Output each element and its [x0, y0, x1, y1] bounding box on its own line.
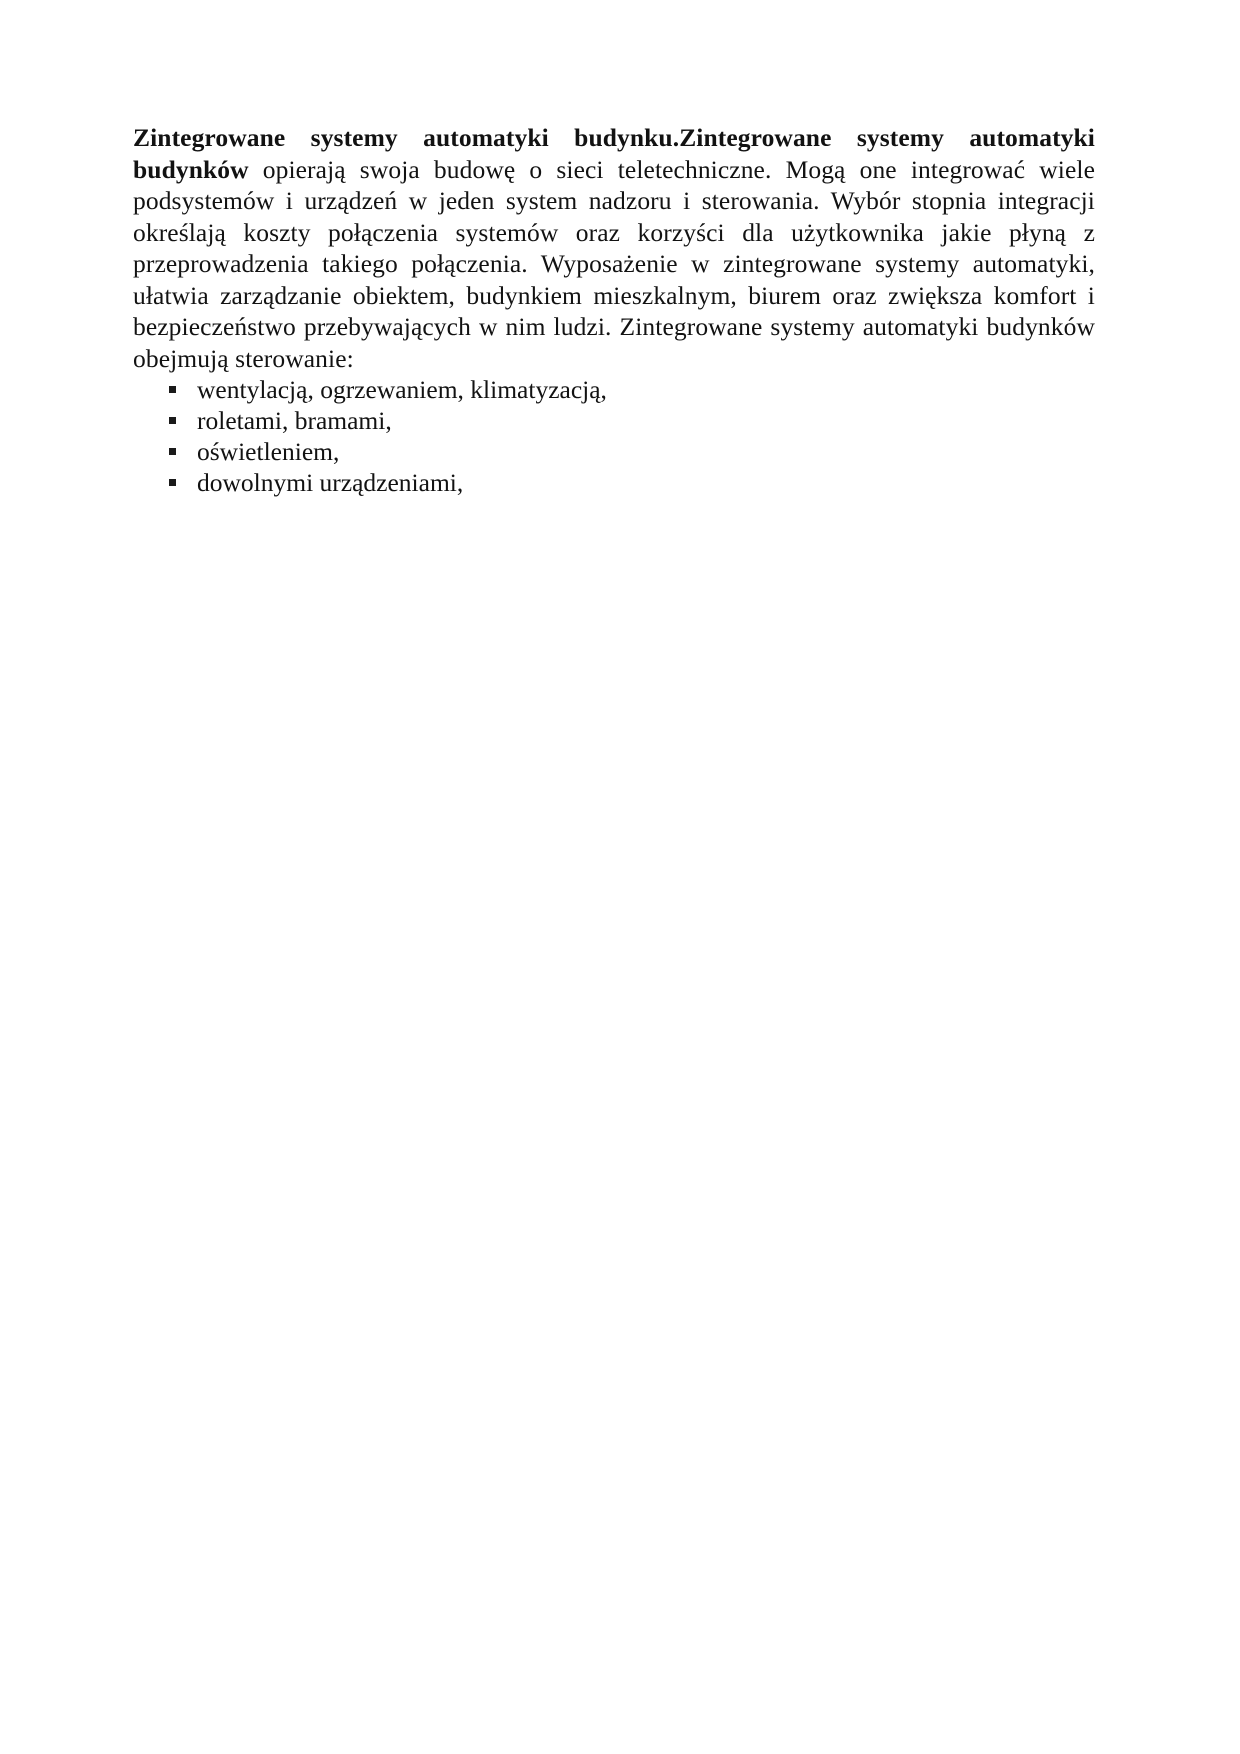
list-item [133, 405, 1095, 436]
square-bullet-icon [169, 417, 176, 424]
square-bullet-icon [169, 448, 176, 455]
list-item-label: oświetleniem, [197, 437, 340, 466]
paragraph-heading-bold-second: Zintegrowane systemy automatyki budynków [133, 123, 1095, 184]
square-bullet-icon [169, 479, 176, 486]
list-item [133, 467, 1095, 498]
document-text-block [133, 122, 1095, 498]
list-item-label: dowolnymi urządzeniami, [197, 468, 464, 497]
main-paragraph [133, 122, 1095, 374]
list-item [133, 374, 1095, 405]
paragraph-body-text: opierają swoja budowę o sieci teletechniczne. Mogą one integrować wiele podsystemów i urządzeń w jeden system nadzoru i sterowania. Wybór stopnia integracji określają koszty połączenia systemów oraz korzyści dla użytkownika jakie płyną z przeprowadzenia takiego połączenia. Wyposażenie w zintegrowane systemy automatyki, ułatwia zarządzanie obiektem, budynkiem mieszkalnym, biurem oraz zwiększa komfort i bezpieczeństwo przebywających w nim ludzi. Zintegrowane systemy automatyki budynków obejmują sterowanie: [133, 154, 1095, 373]
list-item-label: roletami, bramami, [197, 406, 392, 435]
square-bullet-icon [169, 386, 176, 393]
control-scope-list [133, 374, 1095, 498]
paragraph-heading-bold-first: Zintegrowane systemy automatyki budynku. [133, 123, 680, 152]
list-item-label: wentylacją, ogrzewaniem, klimatyzacją, [197, 375, 607, 404]
list-item [133, 436, 1095, 467]
